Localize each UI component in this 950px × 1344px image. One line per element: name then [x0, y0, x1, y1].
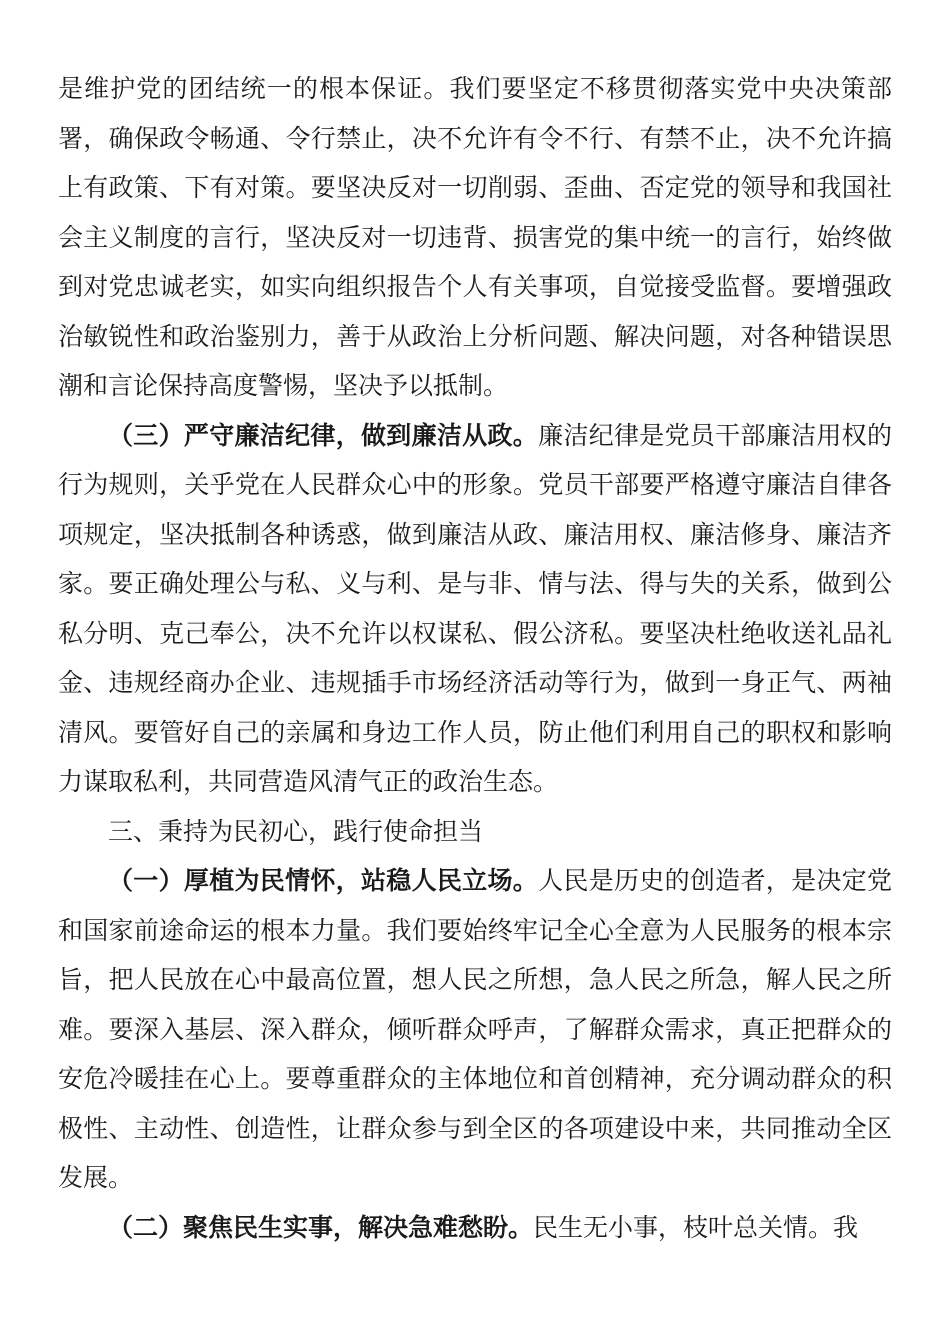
- paragraph-text: 民生无小事，枝叶总关情。我: [533, 1212, 859, 1242]
- paragraph-text: 人民是历史的创造者，是决定党和国家前途命运的根本力量。我们要始终牢记全心全意为人民服务的根本宗旨，把人民放在心中最高位置，想人民之所想，急人民之所急，解人民之所难。要深入基层、深入群众，倾听群众呼声，了解群众需求，真正把群众的安危冷暖挂在心上。要尊重群众的主体地位和首创精神，充分调动群众的积极性、主动性、创造性，让群众参与到全区的各项建设中来，共同推动全区发展。: [58, 866, 892, 1192]
- paragraph-1: [58, 64, 892, 411]
- section-heading-text: 三、秉持为民初心，践行使命担当: [108, 816, 484, 846]
- paragraph-lead-heading: （三）严守廉洁纪律，做到廉洁从政。: [108, 420, 539, 450]
- paragraph-lead-heading: （二）聚焦民生实事，解决急难愁盼。: [108, 1212, 534, 1242]
- section-heading: [58, 807, 892, 857]
- paragraph-text: 是维护党的团结统一的根本保证。我们要坚定不移贯彻落实党中央决策部署，确保政令畅通、令行禁止，决不允许有令不行、有禁不止，决不允许搞上有政策、下有对策。要坚决反对一切削弱、歪曲、否定党的领导和我国社会主义制度的言行，坚决反对一切违背、损害党的集中统一的言行，始终做到对党忠诚老实，如实向组织报告个人有关事项，自觉接受监督。要增强政治敏锐性和政治鉴别力，善于从政治上分析问题、解决问题，对各种错误思潮和言论保持高度警惕，坚决予以抵制。: [58, 74, 892, 400]
- paragraph-2: [58, 411, 892, 807]
- document-page: [58, 64, 892, 1252]
- paragraph-3: [58, 856, 892, 1203]
- paragraph-text: 廉洁纪律是党员干部廉洁用权的行为规则，关乎党在人民群众心中的形象。党员干部要严格遵守廉洁自律各项规定，坚决抵制各种诱惑，做到廉洁从政、廉洁用权、廉洁修身、廉洁齐家。要正确处理公与私、义与利、是与非、情与法、得与失的关系，做到公私分明、克己奉公，决不允许以权谋私、假公济私。要坚决杜绝收送礼品礼金、违规经商办企业、违规插手市场经济活动等行为，做到一身正气、两袖清风。要管好自己的亲属和身边工作人员，防止他们利用自己的职权和影响力谋取私利，共同营造风清气正的政治生态。: [58, 420, 892, 796]
- paragraph-4: [58, 1203, 892, 1253]
- paragraph-lead-heading: （一）厚植为民情怀，站稳人民立场。: [108, 866, 539, 895]
